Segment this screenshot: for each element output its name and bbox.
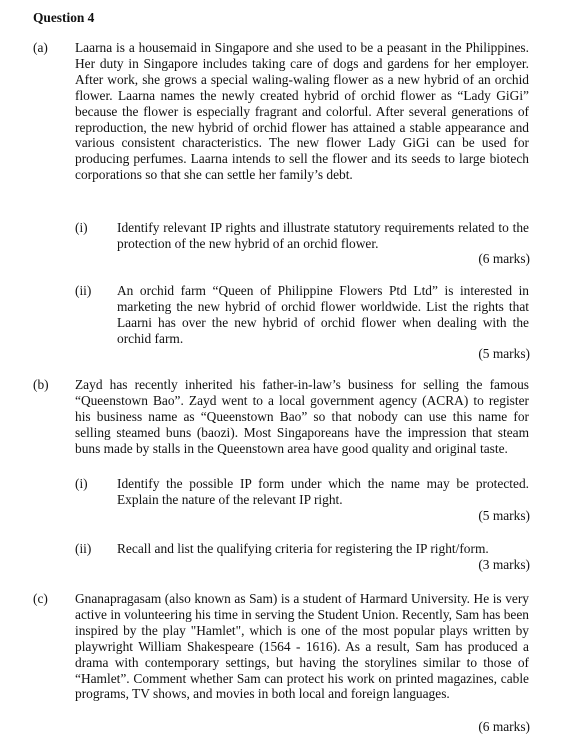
- part-a-i: [75, 220, 530, 252]
- part-b-i-marks: (5 marks): [478, 508, 530, 523]
- part-a-i-text: Identify relevant IP rights and illustrate statutory requirements related to the protection of the new hybrid of an orchid flower.: [117, 220, 529, 251]
- part-a-text: Laarna is a housemaid in Singapore and she used to be a peasant in the Philippines. Her duty in Singapore includes taking care of dogs and gardens for her employer. After work, she grows a special waling-waling flower as a new hybrid of an orchid flower. Laarna names the newly created hybrid of orchid flower as “Lady GiGi” because the flower is especially fragrant and colorful. After several generations of reproduction, the new hybrid of orchid flower has attained a stable appearance and various consistent characteristics. The new flower Lady GiGi can be used for producing perfumes. Laarna intends to sell the flower and its seeds to large biotech corporations so that she can settle her family’s debt.: [75, 40, 529, 183]
- part-c-text: Gnanapragasam (also known as Sam) is a student of Harmard University. He is very active in volunteering his time in serving the Student Union. Recently, Sam has been inspired by the play "Hamlet", which is one of the most popular plays written by playwright William Shakespeare (1564 - 1616). As a result, Sam has produced a drama with contemporary settings, but having the storylines similar to those of “Hamlet”. Comment whether Sam can protect his work on printed magazines, cable programs, TV shows, and movies in both local and foreign languages.: [75, 591, 529, 702]
- part-a-i-label: (i): [75, 220, 88, 235]
- part-b-text: Zayd has recently inherited his father-in-law’s business for selling the famous “Queenstown Bao”. Zayd went to a local government agency (ACRA) to register his business name as “Queenstown Bao” so that nobody can use this name for selling steamed buns (baozi). Most Singaporeans have the impression that steam buns made by stalls in the Queenstown area have good quality and original taste.: [75, 377, 529, 456]
- part-a-i-marks: (6 marks): [478, 251, 530, 266]
- part-b-ii-text: Recall and list the qualifying criteria for registering the IP right/form.: [117, 541, 489, 556]
- part-b-i: [75, 476, 530, 508]
- question-title: Question 4: [33, 10, 95, 25]
- part-b-ii-label: (ii): [75, 541, 92, 556]
- part-a-ii: [75, 283, 530, 347]
- part-b: [33, 377, 543, 457]
- part-b-label: (b): [33, 377, 49, 392]
- part-b-ii: [75, 541, 530, 557]
- part-c: [33, 591, 543, 702]
- part-a-ii-marks: (5 marks): [478, 346, 530, 361]
- part-a-label: (a): [33, 40, 48, 55]
- part-a-ii-text: An orchid farm “Queen of Philippine Flowers Ptd Ltd” is interested in marketing the new hybrid of orchid flower worldwide. List the rights that Laarni has over the new hybrid of orchid flower when dealing with the orchid farm.: [117, 283, 529, 346]
- part-b-i-label: (i): [75, 476, 88, 491]
- part-b-ii-marks: (3 marks): [478, 557, 530, 572]
- part-a: [33, 40, 543, 183]
- part-b-i-text: Identify the possible IP form under which the name may be protected. Explain the nature of the relevant IP right.: [117, 476, 529, 507]
- part-c-marks: (6 marks): [478, 719, 530, 734]
- part-c-label: (c): [33, 591, 48, 606]
- part-a-ii-label: (ii): [75, 283, 92, 298]
